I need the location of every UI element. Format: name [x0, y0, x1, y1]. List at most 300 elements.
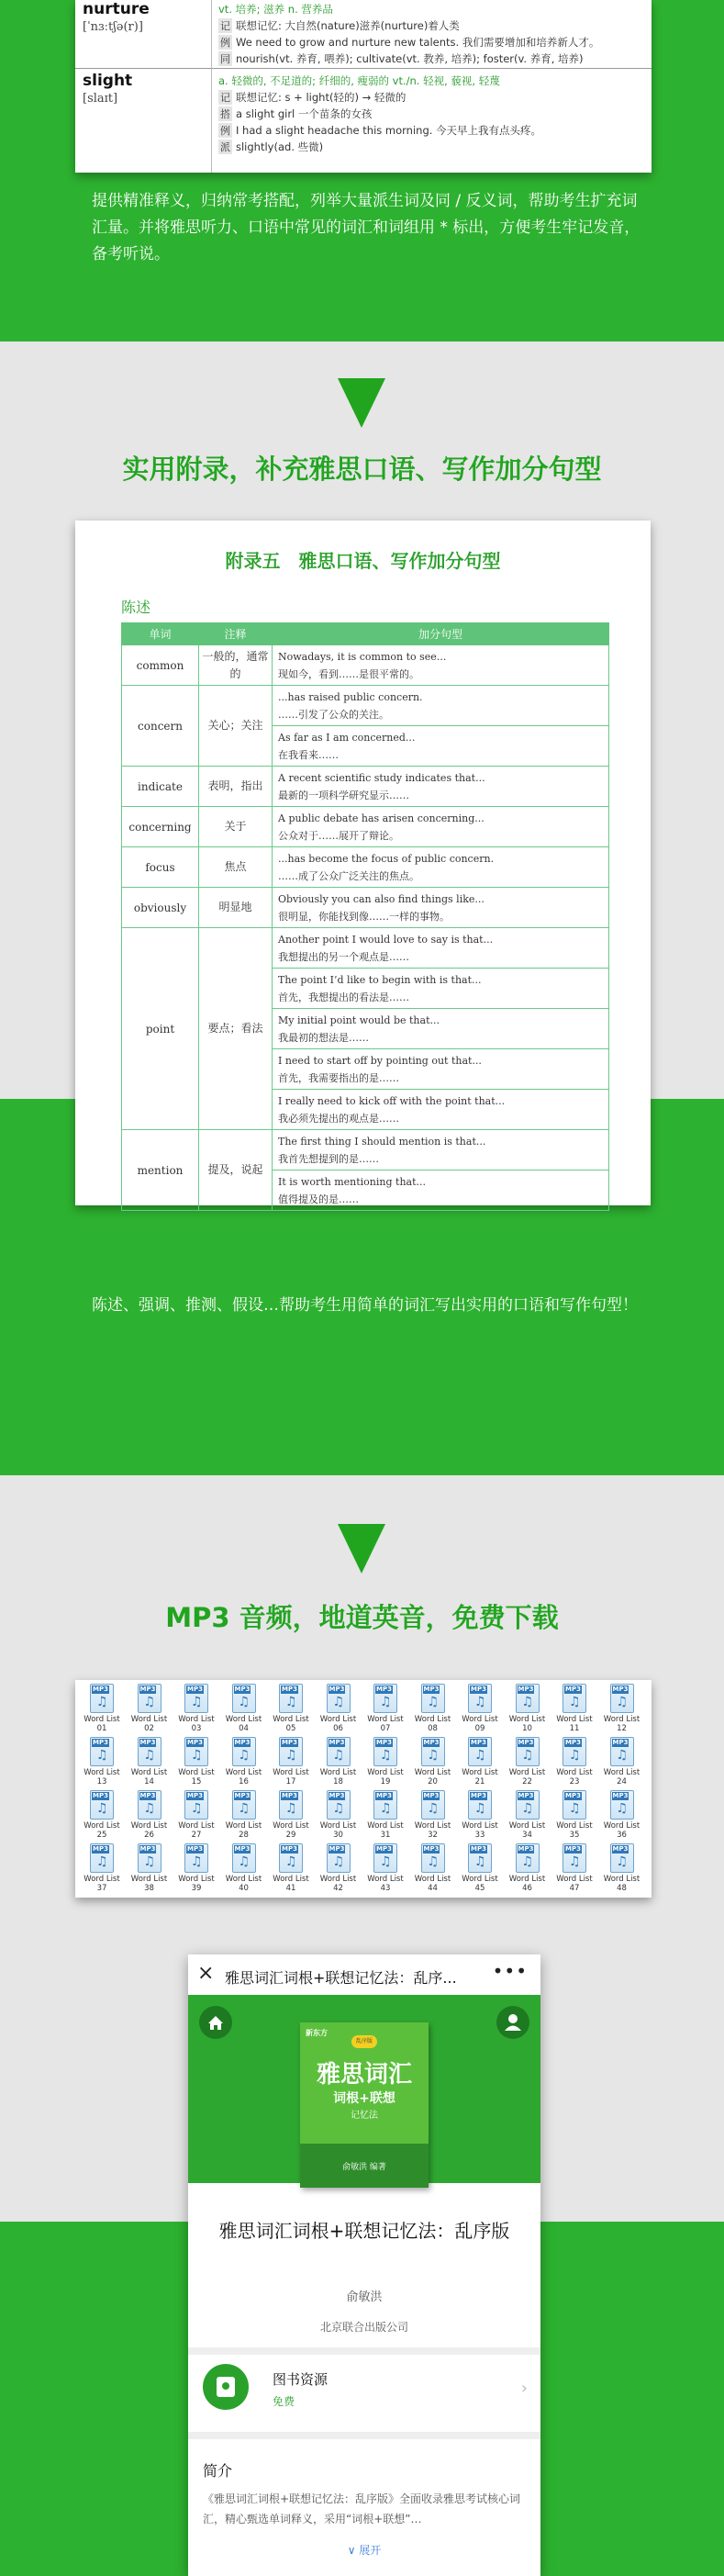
music-note-icon: ♫	[332, 1695, 345, 1709]
mp3-file-icon	[421, 1684, 445, 1713]
mp3-file-icon	[184, 1843, 208, 1873]
mp3-file-name	[410, 1768, 456, 1786]
mp3-badge: MP3	[234, 1739, 251, 1746]
mp3-badge: MP3	[93, 1739, 108, 1746]
section2-heading: 实用附录，补充雅思口语、写作加分句型	[122, 454, 602, 485]
mp3-file-label: Word List	[462, 1875, 498, 1884]
mp3-file-item[interactable]	[221, 1682, 267, 1735]
mp3-file-icon	[516, 1684, 540, 1713]
mp3-file-item[interactable]	[79, 1735, 125, 1788]
cell-note: 要点；看法	[199, 928, 273, 1130]
expand-button[interactable]	[188, 2542, 540, 2558]
mp3-file-label: Word List	[84, 1715, 120, 1724]
mp3-file-name	[362, 1821, 408, 1840]
mp3-file-icon	[516, 1737, 540, 1766]
mp3-file-name	[316, 1821, 362, 1840]
sentence-english: Another point I would love to say is that...	[278, 933, 494, 946]
music-note-icon: ♫	[616, 1695, 629, 1709]
down-arrow-icon-2	[338, 1524, 385, 1574]
more-options-icon[interactable]: •••	[492, 1960, 528, 1982]
note-tag: 派	[220, 141, 230, 153]
music-note-icon: ♫	[191, 1748, 203, 1763]
mp3-file-name	[316, 1875, 362, 1893]
mp3-file-number: 06	[333, 1724, 343, 1733]
sentence-chinese: 我首先想提到的是……	[278, 1152, 379, 1165]
mp3-file-number: 13	[96, 1777, 107, 1786]
cell-word: concerning	[122, 807, 199, 847]
mp3-badge: MP3	[93, 1792, 108, 1799]
sentence-chinese: 最新的一项科学研究显示……	[278, 789, 409, 801]
cell-sentence	[273, 807, 609, 847]
mp3-badge: MP3	[423, 1792, 440, 1799]
mp3-file-label: Word List	[462, 1821, 498, 1831]
mp3-file-icon	[610, 1843, 634, 1873]
mobile-screen	[188, 1954, 540, 2576]
mp3-file-label: Word List	[273, 1875, 309, 1884]
mp3-badge: MP3	[139, 1792, 156, 1799]
cell-note: 表明，指出	[199, 767, 273, 807]
column-header-note: 注释	[199, 623, 273, 645]
mp3-badge: MP3	[234, 1686, 251, 1693]
music-note-icon: ♫	[191, 1854, 203, 1869]
mp3-badge: MP3	[234, 1792, 251, 1799]
mp3-file-name	[268, 1715, 314, 1733]
mp3-file-icon	[610, 1790, 634, 1820]
mp3-file-icon	[138, 1737, 162, 1766]
mp3-badge: MP3	[139, 1686, 156, 1693]
mp3-file-item[interactable]	[599, 1682, 645, 1735]
mp3-file-item[interactable]	[362, 1788, 408, 1842]
mp3-file-name	[268, 1768, 314, 1786]
music-note-icon: ♫	[143, 1854, 156, 1869]
music-note-icon: ♫	[191, 1801, 203, 1816]
book-publisher: 北京联合出版公司	[319, 2321, 408, 2334]
mp3-file-item[interactable]	[127, 1788, 173, 1842]
phonetic: [ˈnɜːtʃə(r)]	[83, 20, 143, 34]
mp3-file-icon	[421, 1843, 445, 1873]
mp3-file-item[interactable]	[79, 1842, 125, 1895]
music-note-icon: ♫	[616, 1748, 629, 1763]
mp3-file-label: Word List	[414, 1715, 451, 1724]
music-note-icon: ♫	[521, 1748, 534, 1763]
mp3-file-name	[221, 1821, 267, 1840]
mp3-file-number: 47	[569, 1884, 580, 1893]
mp3-file-label: Word List	[178, 1715, 215, 1724]
table-row	[122, 645, 609, 686]
mp3-file-item[interactable]	[173, 1842, 219, 1895]
mp3-file-label: Word List	[556, 1875, 593, 1884]
sentence-english: The point I’d like to begin with is that...	[278, 973, 482, 986]
mp3-file-name	[599, 1715, 645, 1733]
mp3-file-icon	[90, 1843, 114, 1873]
mp3-file-number: 45	[474, 1884, 485, 1893]
dictionary-card	[75, 0, 652, 173]
mp3-file-item[interactable]	[505, 1842, 551, 1895]
mp3-badge: MP3	[282, 1845, 297, 1853]
section2-description: 陈述、强调、推测、假设…帮助考生用简单的词汇写出实用的口语和写作句型！	[92, 1296, 638, 1315]
mp3-file-item[interactable]	[457, 1735, 503, 1788]
cell-note: 一般的，通常的	[199, 645, 273, 686]
sentence-english: A recent scientific study indicates that...	[278, 771, 485, 784]
mp3-file-item[interactable]	[268, 1682, 314, 1735]
mp3-file-item[interactable]	[316, 1735, 362, 1788]
mp3-file-number: 37	[96, 1884, 107, 1893]
music-note-icon: ♫	[380, 1801, 392, 1816]
home-icon[interactable]	[199, 2006, 232, 2039]
cell-sentence	[273, 1090, 609, 1130]
table-header-row	[122, 623, 609, 645]
mp3-file-number: 21	[474, 1777, 485, 1786]
mp3-file-number: 14	[144, 1777, 154, 1786]
mp3-file-item[interactable]	[410, 1788, 456, 1842]
mp3-file-label: Word List	[603, 1875, 640, 1884]
mp3-file-icon	[279, 1790, 303, 1820]
mp3-file-label: Word List	[319, 1821, 357, 1831]
music-note-icon: ♫	[238, 1801, 251, 1816]
divider	[188, 2347, 540, 2355]
mp3-file-icon	[138, 1684, 162, 1713]
mp3-file-number: 18	[333, 1777, 343, 1786]
chevron-right-icon[interactable]: ›	[520, 2379, 528, 2398]
mp3-badge: MP3	[612, 1739, 629, 1746]
mp3-file-icon	[562, 1737, 586, 1766]
mp3-file-number: 25	[96, 1831, 107, 1840]
mp3-file-item[interactable]	[505, 1788, 551, 1842]
table-row	[122, 686, 609, 726]
mp3-file-icon	[138, 1790, 162, 1820]
column-header-word: 单词	[122, 623, 199, 645]
note-tag: 例	[220, 37, 230, 49]
mp3-file-item[interactable]	[362, 1842, 408, 1895]
music-note-icon: ♫	[238, 1854, 251, 1869]
mp3-file-icon	[232, 1843, 256, 1873]
mp3-file-item[interactable]	[173, 1682, 219, 1735]
mp3-file-number: 22	[522, 1777, 532, 1786]
mp3-file-icon	[373, 1790, 397, 1820]
cell-word: point	[122, 928, 199, 1130]
mp3-file-icon	[373, 1684, 397, 1713]
mp3-file-number: 08	[428, 1724, 438, 1733]
music-note-icon: ♫	[380, 1695, 392, 1709]
mp3-file-item[interactable]	[599, 1735, 645, 1788]
sentence-english: A public debate has arisen concerning...	[278, 812, 485, 824]
sentence-english: My initial point would be that...	[278, 1014, 440, 1026]
mp3-file-label: Word List	[603, 1715, 640, 1724]
mp3-file-item[interactable]	[599, 1842, 645, 1895]
mp3-file-number: 10	[522, 1724, 532, 1733]
music-note-icon: ♫	[143, 1801, 156, 1816]
mp3-file-item[interactable]	[268, 1842, 314, 1895]
mp3-file-number: 48	[617, 1884, 627, 1893]
mp3-file-item[interactable]	[457, 1682, 503, 1735]
cell-sentence	[273, 1049, 609, 1090]
mp3-file-label: Word List	[508, 1768, 546, 1777]
music-note-icon: ♫	[616, 1801, 629, 1816]
mp3-badge: MP3	[376, 1792, 392, 1799]
mp3-file-label: Word List	[178, 1875, 215, 1884]
book-resource-title[interactable]: 图书资源	[273, 2371, 329, 2388]
mp3-file-label: Word List	[178, 1821, 215, 1831]
mp3-file-icon	[562, 1684, 586, 1713]
sentence-chinese: 在我看来……	[278, 748, 339, 761]
user-profile-icon[interactable]	[496, 2006, 529, 2039]
sentence-chinese: 公众对于……展开了辩论。	[278, 829, 399, 842]
mp3-file-name	[173, 1875, 219, 1893]
mp3-file-label: Word List	[225, 1715, 262, 1724]
music-note-icon: ♫	[474, 1801, 486, 1816]
mp3-file-item[interactable]	[551, 1788, 597, 1842]
cell-sentence	[273, 726, 609, 767]
note-text: 联想记忆: 大自然(nature)滋养(nurture)着人类	[236, 19, 460, 32]
mp3-file-item[interactable]	[221, 1735, 267, 1788]
mp3-badge: MP3	[234, 1845, 251, 1853]
mp3-file-label: Word List	[225, 1875, 262, 1884]
mp3-file-name	[551, 1715, 597, 1733]
mp3-file-name	[551, 1768, 597, 1786]
mp3-file-label: Word List	[367, 1875, 404, 1884]
note-tag: 同	[220, 53, 230, 65]
mp3-file-icon	[468, 1790, 492, 1820]
mp3-file-number: 12	[617, 1724, 627, 1733]
mp3-file-name	[599, 1768, 645, 1786]
music-note-icon: ♫	[96, 1748, 108, 1763]
mp3-file-name	[505, 1875, 551, 1893]
mp3-file-item[interactable]	[268, 1735, 314, 1788]
mp3-badge: MP3	[187, 1792, 203, 1799]
mp3-file-label: Word List	[130, 1875, 168, 1884]
mp3-file-number: 04	[239, 1724, 249, 1733]
mp3-file-icon	[90, 1790, 114, 1820]
mp3-file-label: Word List	[130, 1715, 168, 1724]
sentence-chinese: 我必须先提出的观点是……	[278, 1112, 399, 1125]
mp3-file-label: Word List	[556, 1821, 593, 1831]
mp3-file-name	[79, 1821, 125, 1840]
music-note-icon: ♫	[143, 1695, 156, 1709]
mp3-file-label: Word List	[508, 1715, 546, 1724]
mp3-badge: MP3	[93, 1845, 108, 1853]
headword: nurture	[83, 0, 150, 18]
sentence-english: It is worth mentioning that...	[278, 1175, 427, 1188]
mp3-file-item[interactable]	[221, 1788, 267, 1842]
note-tag: 例	[220, 125, 230, 137]
music-note-icon: ♫	[96, 1801, 108, 1816]
mp3-badge: MP3	[423, 1845, 440, 1853]
mp3-file-number: 11	[569, 1724, 580, 1733]
mp3-file-item[interactable]	[505, 1682, 551, 1735]
mp3-file-icon	[232, 1790, 256, 1820]
mp3-file-number: 34	[522, 1831, 532, 1840]
music-note-icon: ♫	[143, 1748, 156, 1763]
mobile-nav-title: 雅思词汇词根+联想记忆法：乱序...	[225, 1969, 457, 1987]
dict-note-line	[218, 106, 372, 121]
mp3-file-item[interactable]	[221, 1842, 267, 1895]
close-icon[interactable]: ×	[197, 1962, 215, 1985]
mp3-file-item[interactable]	[127, 1735, 173, 1788]
mp3-badge: MP3	[329, 1845, 345, 1853]
mp3-file-name	[505, 1821, 551, 1840]
note-text: slightly(ad. 些微)	[236, 140, 324, 153]
mp3-file-number: 33	[474, 1831, 485, 1840]
book-resource-icon[interactable]	[203, 2364, 249, 2410]
mp3-badge: MP3	[329, 1792, 345, 1799]
mp3-file-item[interactable]	[410, 1682, 456, 1735]
mp3-file-number: 23	[569, 1777, 580, 1786]
mp3-badge: MP3	[376, 1686, 392, 1693]
mp3-file-item[interactable]	[127, 1842, 173, 1895]
mp3-file-item[interactable]	[173, 1788, 219, 1842]
mp3-file-icon	[468, 1684, 492, 1713]
headword: slight	[83, 72, 133, 90]
music-note-icon: ♫	[238, 1695, 251, 1709]
mp3-badge: MP3	[423, 1739, 440, 1746]
mp3-file-item[interactable]	[173, 1735, 219, 1788]
mp3-file-item[interactable]	[551, 1735, 597, 1788]
sentence-chinese: 我最初的想法是……	[278, 1031, 369, 1044]
mp3-badge: MP3	[518, 1686, 534, 1693]
mp3-file-label: Word List	[414, 1821, 451, 1831]
mp3-file-label: Word List	[462, 1768, 498, 1777]
sentence-chinese: 很明显，你能找到像……一样的事物。	[278, 910, 450, 923]
mp3-badge: MP3	[518, 1845, 534, 1853]
mp3-file-icon	[562, 1790, 586, 1820]
mp3-file-label: Word List	[603, 1821, 640, 1831]
mp3-file-number: 17	[285, 1777, 296, 1786]
cell-note: 焦点	[199, 847, 273, 888]
mp3-file-item[interactable]	[362, 1682, 408, 1735]
mp3-file-number: 24	[617, 1777, 627, 1786]
mp3-file-name	[599, 1875, 645, 1893]
music-note-icon: ♫	[96, 1854, 108, 1869]
mp3-file-item[interactable]	[410, 1735, 456, 1788]
mp3-file-icon	[610, 1737, 634, 1766]
mp3-file-number: 19	[380, 1777, 391, 1786]
mp3-file-item[interactable]	[316, 1788, 362, 1842]
note-text: vt. 培养; 滋养 n. 营养品	[218, 3, 333, 16]
column-divider	[211, 0, 212, 173]
mp3-file-icon	[468, 1843, 492, 1873]
sentence-chinese: 首先，我想提出的看法是……	[278, 991, 409, 1003]
mp3-file-item[interactable]	[362, 1735, 408, 1788]
mp3-file-number: 26	[144, 1831, 154, 1840]
mp3-file-name	[127, 1715, 173, 1733]
mp3-file-name	[362, 1715, 408, 1733]
section3-heading: MP3 音频，地道英音，免费下载	[165, 1602, 559, 1633]
sentence-english: The first thing I should mention is that...	[278, 1135, 486, 1148]
mp3-file-icon	[327, 1737, 351, 1766]
mp3-file-label: Word List	[367, 1715, 404, 1724]
mp3-badge: MP3	[93, 1686, 108, 1693]
mp3-file-item[interactable]	[457, 1788, 503, 1842]
mp3-file-icon	[327, 1790, 351, 1820]
cell-sentence	[273, 1009, 609, 1049]
mp3-badge: MP3	[612, 1845, 629, 1853]
mp3-file-item[interactable]	[268, 1788, 314, 1842]
mp3-badge: MP3	[471, 1792, 486, 1799]
mp3-file-icon	[279, 1843, 303, 1873]
note-tag: 搭	[220, 108, 230, 120]
mp3-file-name	[221, 1768, 267, 1786]
mp3-file-number: 29	[285, 1831, 296, 1840]
mp3-file-item[interactable]	[316, 1842, 362, 1895]
section1-description: 提供精准释义，归纳常考搭配，列举大量派生词及同 / 反义词，帮助考生扩充词汇量。并将雅思听力、口语中常见的词汇和词组用 * 标出，方便考生牢记发音，备考听说。	[92, 192, 640, 263]
mp3-file-item[interactable]	[551, 1682, 597, 1735]
book-cover-subtitle: 词根+联想	[333, 2091, 395, 2106]
book-title: 雅思词汇词根+联想记忆法：乱序版	[218, 2220, 510, 2242]
mp3-file-item[interactable]	[599, 1788, 645, 1842]
definition	[218, 73, 500, 88]
music-note-icon: ♫	[285, 1695, 297, 1709]
chevron-down-icon: ∨	[347, 2544, 360, 2557]
table-row	[122, 767, 609, 807]
sentence-chinese: 首先，我需要指出的是……	[278, 1071, 399, 1084]
mp3-file-number: 35	[569, 1831, 580, 1840]
note-text: 联想记忆: s + light(轻的) → 轻微的	[236, 91, 407, 104]
mp3-file-item[interactable]	[410, 1842, 456, 1895]
mp3-file-item[interactable]	[79, 1682, 125, 1735]
mp3-file-label: Word List	[508, 1875, 546, 1884]
mp3-file-name	[221, 1875, 267, 1893]
mp3-file-item[interactable]	[505, 1735, 551, 1788]
definition	[218, 2, 333, 17]
mp3-file-number: 01	[96, 1724, 107, 1733]
mp3-file-item[interactable]	[316, 1682, 362, 1735]
sentence-chinese: 现如今，看到……是很平常的。	[278, 667, 419, 680]
mp3-file-icon	[184, 1684, 208, 1713]
mp3-file-name	[599, 1821, 645, 1840]
table-row	[122, 1130, 609, 1170]
music-note-icon: ♫	[427, 1854, 440, 1869]
note-tag: 记	[220, 20, 230, 32]
book-cover-badge: 乱序版	[351, 2035, 377, 2048]
table-row	[122, 888, 609, 928]
mp3-file-name	[551, 1821, 597, 1840]
mp3-file-number: 05	[285, 1724, 296, 1733]
mp3-file-label: Word List	[508, 1821, 546, 1831]
mp3-file-item[interactable]	[127, 1682, 173, 1735]
mp3-file-item[interactable]	[551, 1842, 597, 1895]
cell-sentence	[273, 888, 609, 928]
mp3-file-number: 41	[285, 1884, 296, 1893]
sentence-english: ...has raised public concern.	[278, 690, 423, 703]
mp3-file-name	[173, 1715, 219, 1733]
sentence-english: Obviously you can also find things like...	[278, 892, 485, 905]
mp3-badge: MP3	[139, 1845, 156, 1853]
mp3-file-number: 38	[144, 1884, 154, 1893]
mp3-file-label: Word List	[603, 1768, 640, 1777]
sentence-english: As far as I am concerned...	[278, 731, 416, 744]
music-note-icon: ♫	[474, 1748, 486, 1763]
mp3-file-number: 20	[428, 1777, 438, 1786]
down-arrow-icon-1	[338, 378, 385, 428]
mp3-file-icon	[516, 1843, 540, 1873]
mp3-badge: MP3	[187, 1686, 203, 1693]
mp3-file-item[interactable]	[457, 1842, 503, 1895]
mp3-file-icon	[279, 1684, 303, 1713]
mp3-badge: MP3	[612, 1792, 629, 1799]
sentence-english: Nowadays, it is common to see...	[278, 650, 447, 663]
mp3-file-number: 27	[191, 1831, 202, 1840]
cell-word: common	[122, 645, 199, 686]
mp3-badge: MP3	[282, 1739, 297, 1746]
mp3-file-label: Word List	[130, 1768, 168, 1777]
entry-divider	[75, 68, 652, 69]
mp3-badge: MP3	[423, 1686, 440, 1693]
dict-note-line	[218, 140, 323, 154]
mp3-badge: MP3	[282, 1686, 297, 1693]
mp3-file-item[interactable]	[79, 1788, 125, 1842]
mp3-file-name	[173, 1821, 219, 1840]
sentence-english: ...has become the focus of public concern.	[278, 852, 495, 865]
